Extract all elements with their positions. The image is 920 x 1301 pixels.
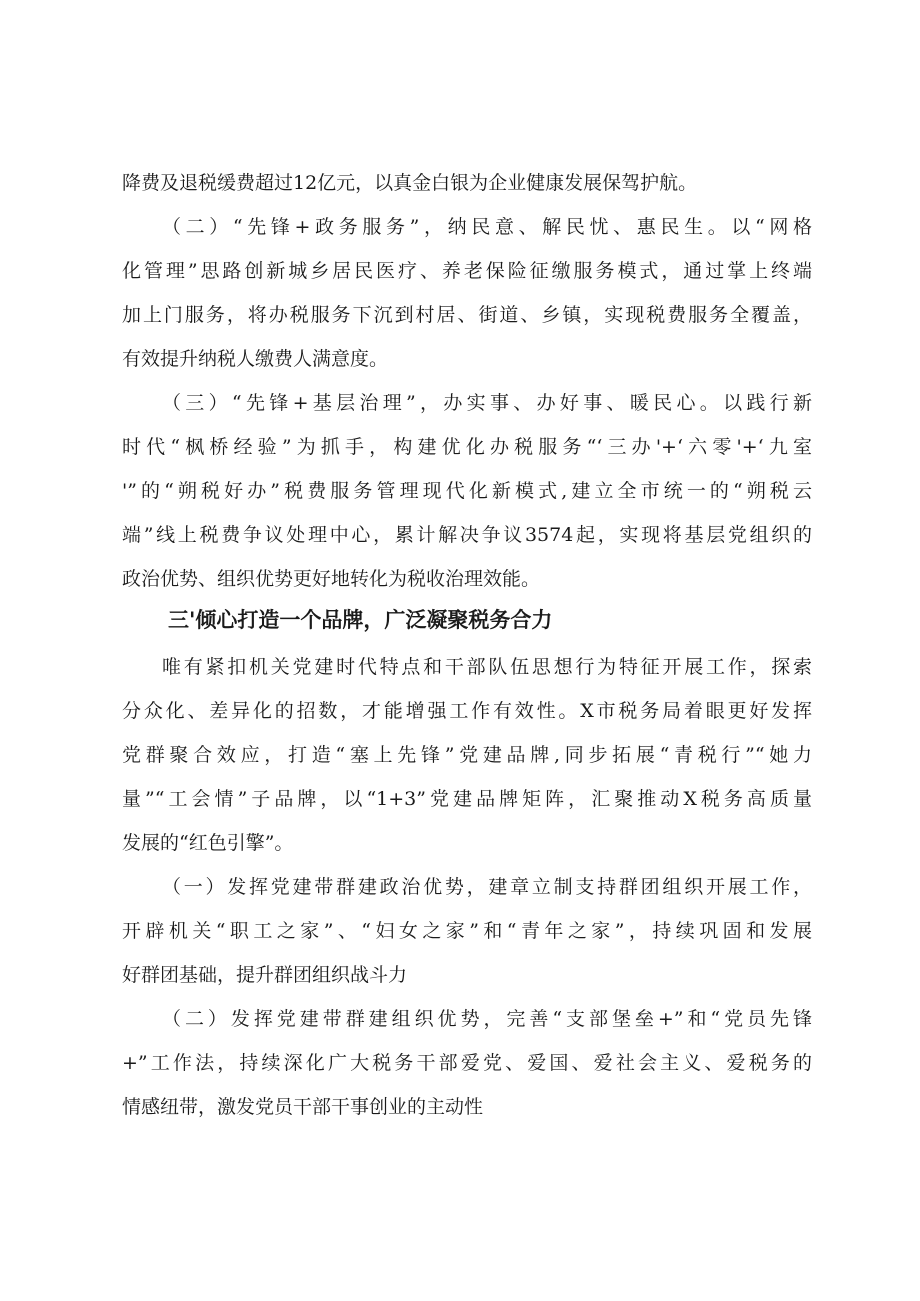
text-line: 有效提升纳税人缴费人满意度。 (122, 348, 389, 370)
text-line: 量”“工会情”子品牌，以“1+3”党建品牌矩阵，汇聚推动X税务高质量 (122, 788, 812, 810)
text-line: （二）“先锋+政务服务”，纳民意、解民忧、惠民生。以“网格 (162, 216, 812, 238)
text-line: +”工作法，持续深化广大税务干部爱党、爱国、爱社会主义、爱税务的 (122, 1052, 812, 1074)
text-line: 降费及退税缓费超过12亿元，以真金白银为企业健康发展保驾护航。 (122, 172, 698, 194)
text-line: '”的“朔税好办”税费服务管理现代化新模式,建立全市统一的“朔税云 (122, 480, 812, 502)
text-line: 开辟机关“职工之家”、“妇女之家”和“青年之家”，持续巩固和发展 (122, 920, 812, 942)
text-line: 情感纽带，激发党员干部干事创业的主动性 (122, 1096, 484, 1118)
section-heading: 三'倾心打造一个品牌，广泛凝聚税务合力 (168, 608, 553, 632)
text-line: （三）“先锋+基层治理”，办实事、办好事、暖民心。以践行新 (162, 392, 812, 414)
text-line: （二）发挥党建带群建组织优势，完善“支部堡垒+”和“党员先锋 (162, 1008, 812, 1030)
text-line: 加上门服务，将办税服务下沉到村居、街道、乡镇，实现税费服务全覆盖， (122, 304, 812, 326)
text-line: 分众化、差异化的招数，才能增强工作有效性。X市税务局着眼更好发挥 (122, 700, 812, 722)
text-line: 党群聚合效应，打造“塞上先锋”党建品牌,同步拓展“青税行”“她力 (122, 744, 812, 766)
text-line: 好群团基础，提升群团组织战斗力 (122, 964, 408, 986)
text-line: 端”线上税费争议处理中心，累计解决争议3574起，实现将基层党组织的 (122, 524, 812, 546)
text-line: 唯有紧扣机关党建时代特点和干部队伍思想行为特征开展工作，探索 (162, 656, 812, 678)
text-line: 政治优势、组织优势更好地转化为税收治理效能。 (122, 568, 541, 590)
text-line: 化管理”思路创新城乡居民医疗、养老保险征缴服务模式，通过掌上终端 (122, 260, 812, 282)
text-line: （一）发挥党建带群建政治优势，建章立制支持群团组织开展工作， (162, 876, 812, 898)
text-line: 发展的“红色引擎”。 (122, 832, 294, 854)
text-line: 时代“枫桥经验”为抓手，构建优化办税服务“‘三办'+‘六零'+‘九室 (122, 436, 812, 458)
